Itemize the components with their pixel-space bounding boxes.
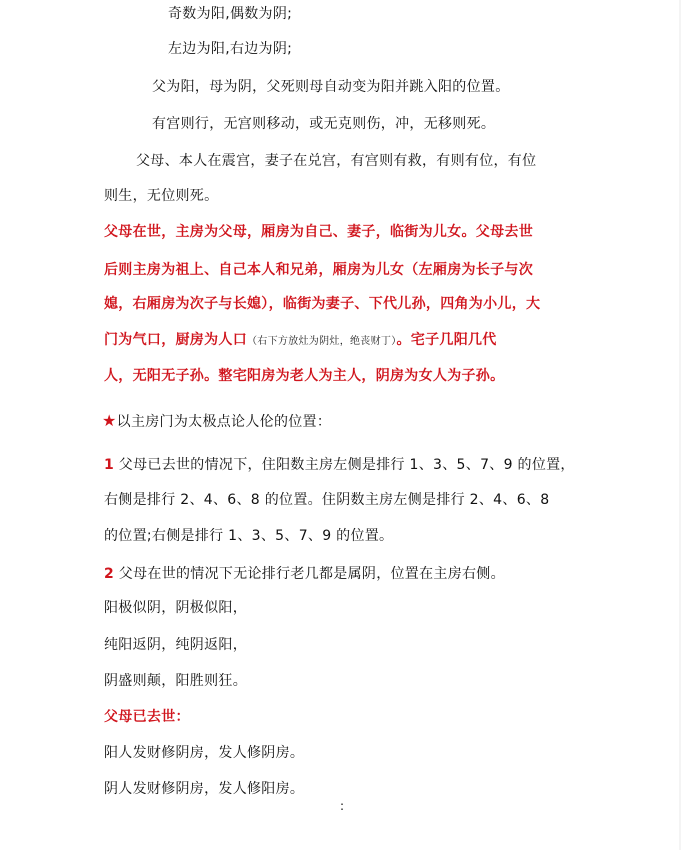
item-number-2: 2 <box>104 566 115 582</box>
section-heading-text: 以主房门为太极点论人伦的位置： <box>116 414 332 430</box>
item-2-text: 父母在世的情况下无论排行老几都是属阴，位置在主房右侧。 <box>114 566 505 582</box>
text-line-palace-rule: 有宫则行，无宫则移动，或无克则伤，冲，无移则死。 <box>152 116 496 132</box>
saying-line-1: 阳极似阴，阴极似阳， <box>104 600 247 616</box>
deceased-line-2: 阴人发财修阴房，发人修阳房。 <box>104 781 305 797</box>
saying-line-2: 纯阳返阴，纯阴返阳， <box>104 637 247 653</box>
red-paragraph-line-1: 父母在世，主房为父母，厢房为自己、妻子，临街为儿女。父母去世 <box>104 224 533 240</box>
red-text-gate-kitchen: 门为气口，厨房为人口 <box>104 332 247 348</box>
red-paragraph-line-5: 人，无阳无子孙。整宅阳房为老人为主人，阴房为女人为子孙。 <box>104 368 505 384</box>
note-stove-position: （右下方放灶为阴灶，绝丧财丁） <box>247 336 397 347</box>
section-heading <box>102 412 331 431</box>
item-1-line-1 <box>104 456 575 474</box>
item-number-1: 1 <box>104 457 115 473</box>
red-text-house-generations: 。宅子几阳几代 <box>396 332 497 348</box>
red-paragraph-line-4 <box>104 331 497 351</box>
item-2-line <box>104 565 505 583</box>
red-paragraph-line-3: 媳，右厢房为次子与长媳），临街为妻子、下代儿孙，四角为小儿，大 <box>104 296 541 312</box>
text-line-father-mother: 父为阳，母为阴，父死则母自动变为阳并跳入阳的位置。 <box>152 79 510 95</box>
text-line-zhen-dui: 父母、本人在震宫，妻子在兑宫，有宫则有救，有则有位，有位 <box>136 153 537 169</box>
text-line-left-right: 左边为阳,右边为阴; <box>168 41 293 57</box>
item-1-line-3: 的位置;右侧是排行 1、3、5、7、9 的位置。 <box>104 528 394 544</box>
red-paragraph-line-2: 后则主房为祖上、自己本人和兄弟，厢房为儿女（左厢房为长子与次 <box>104 262 533 278</box>
saying-line-3: 阴盛则颠，阳胜则狂。 <box>104 673 247 689</box>
deceased-title: 父母已去世： <box>104 709 190 725</box>
text-line-life-death: 则生，无位则死。 <box>104 188 219 204</box>
star-icon: ★ <box>102 411 117 430</box>
page-mark: : <box>340 799 345 813</box>
item-1-text-a: 父母已去世的情况下，住阳数主房左侧是排行 1、3、5、7、9 的位置， <box>114 457 575 473</box>
item-1-line-2: 右侧是排行 2、4、6、8 的位置。住阴数主房左侧是排行 2、4、6、8 <box>104 492 550 508</box>
text-line-odd-even: 奇数为阳,偶数为阴; <box>168 6 293 22</box>
deceased-line-1: 阳人发财修阴房，发人修阴房。 <box>104 745 305 761</box>
